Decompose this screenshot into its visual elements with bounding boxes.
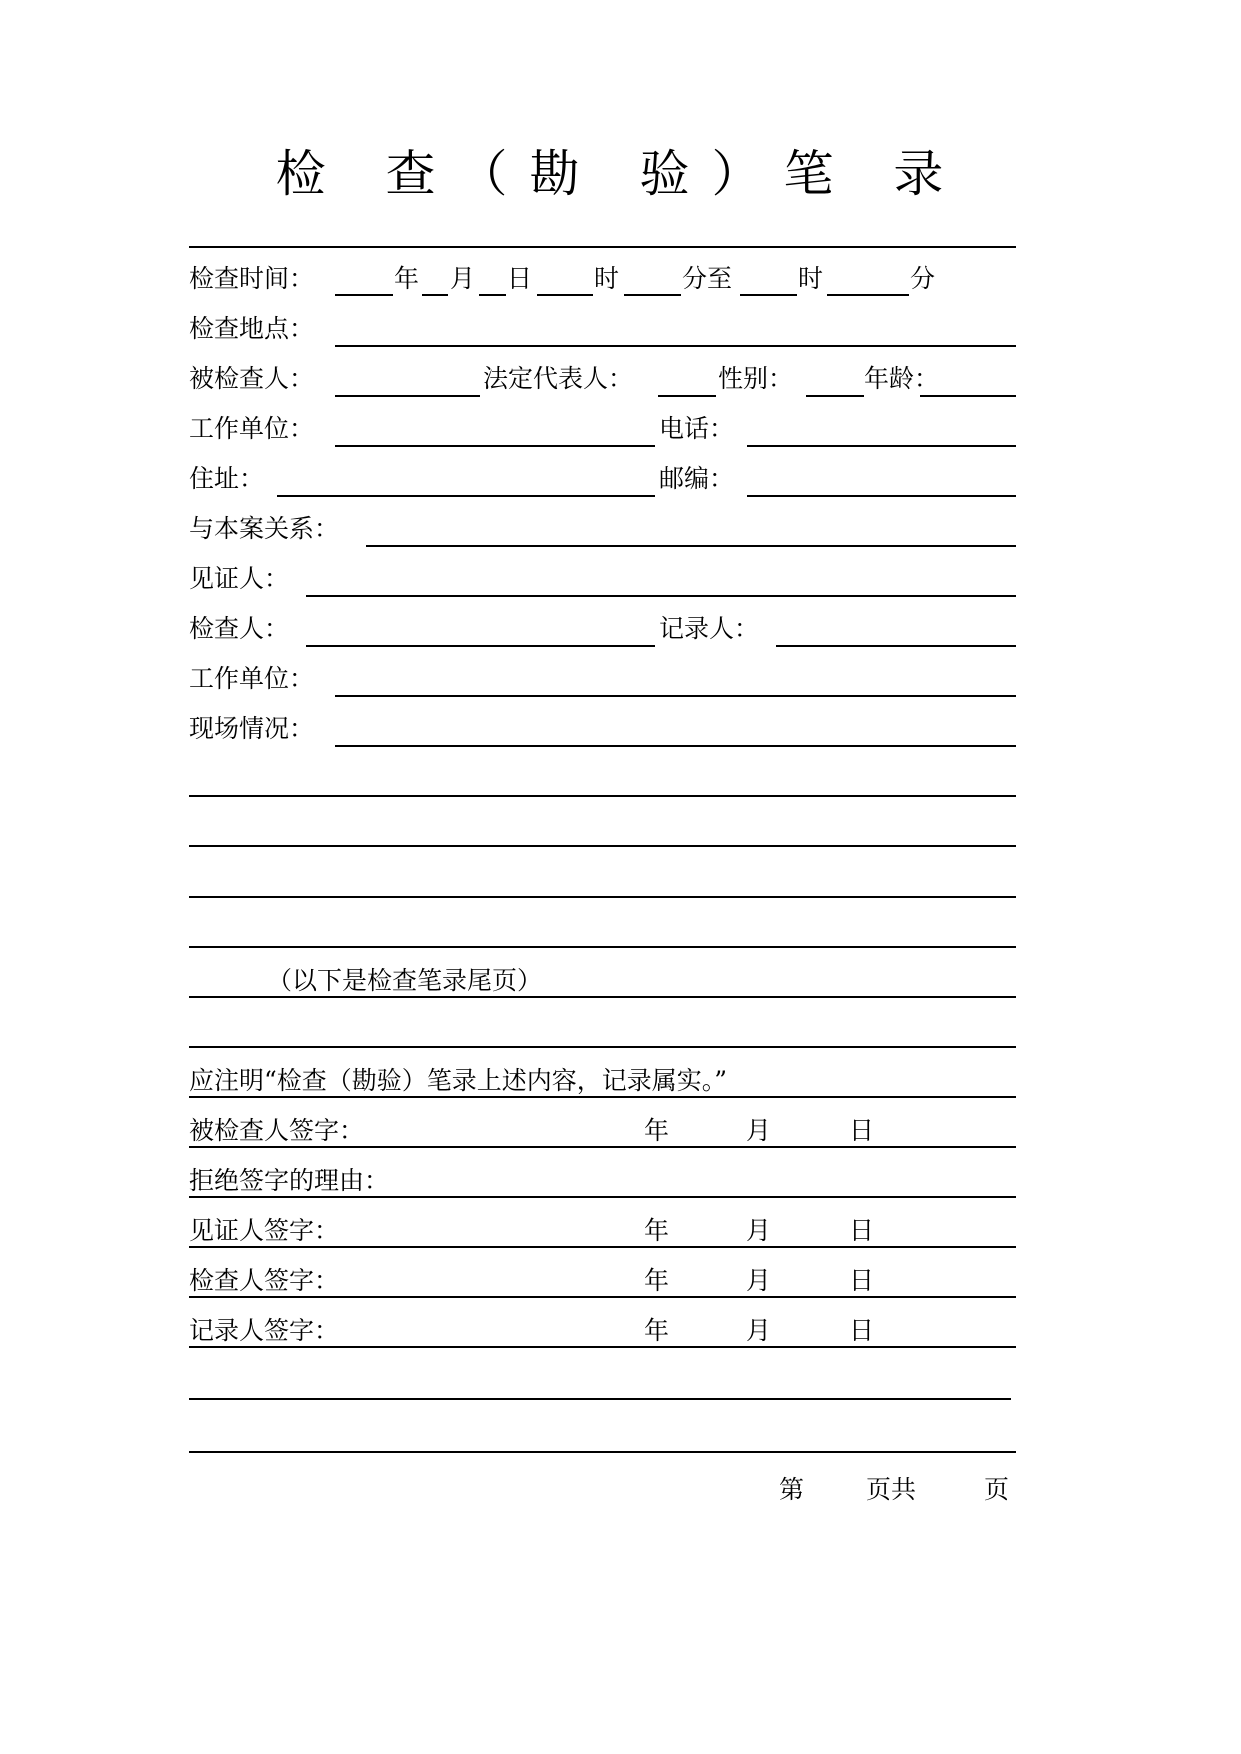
signature-year: 年 xyxy=(644,1316,670,1345)
age-label: 年龄： xyxy=(864,364,940,393)
signature-month: 月 xyxy=(746,1266,772,1295)
address-field[interactable] xyxy=(277,495,655,497)
signature-line[interactable] xyxy=(189,1346,1016,1348)
refusal-reason-label: 拒绝签字的理由： xyxy=(189,1166,390,1195)
year-unit: 年 xyxy=(394,264,420,293)
blank-line[interactable] xyxy=(189,1046,1016,1048)
end-minute-unit: 分 xyxy=(910,264,936,293)
signature-label: 检查人签字： xyxy=(189,1266,340,1295)
work-unit2-label: 工作单位： xyxy=(189,664,315,693)
recorder-label: 记录人： xyxy=(659,614,760,643)
inspection-time-label: 检查时间： xyxy=(189,264,315,293)
signature-year: 年 xyxy=(644,1266,670,1295)
signature-line[interactable] xyxy=(189,1296,1016,1298)
location-field[interactable] xyxy=(335,345,1016,347)
scene-field[interactable] xyxy=(335,745,1016,747)
witness-label: 见证人： xyxy=(189,564,290,593)
relation-label: 与本案关系： xyxy=(189,514,340,543)
gender-field[interactable] xyxy=(806,395,864,397)
signature-month: 月 xyxy=(746,1216,772,1245)
hour-unit: 时 xyxy=(594,264,620,293)
relation-field[interactable] xyxy=(366,545,1016,547)
day-unit: 日 xyxy=(507,264,533,293)
minute-to-unit: 分至 xyxy=(682,264,733,293)
inspector-field[interactable] xyxy=(306,645,655,647)
end-note: （以下是检查笔录尾页） xyxy=(267,966,543,995)
work-unit-field[interactable] xyxy=(335,445,655,447)
signature-day: 日 xyxy=(849,1266,875,1295)
phone-field[interactable] xyxy=(747,445,1016,447)
work-unit-label: 工作单位： xyxy=(189,414,315,443)
scene-line[interactable] xyxy=(189,946,1016,948)
refusal-reason-line[interactable] xyxy=(189,1196,1016,1198)
month-unit: 月 xyxy=(450,264,476,293)
blank-line[interactable] xyxy=(189,1398,1011,1400)
location-label: 检查地点： xyxy=(189,314,315,343)
signature-day: 日 xyxy=(849,1316,875,1345)
signature-label: 被检查人签字： xyxy=(189,1116,365,1145)
page-title: 检 查（勘 验）笔 录 xyxy=(275,145,966,203)
title-divider xyxy=(189,246,1016,248)
month-field[interactable] xyxy=(422,294,448,296)
end-hour-field[interactable] xyxy=(740,294,797,296)
page-total-text: 页共 xyxy=(866,1475,917,1504)
statement-text: 应注明“检查（勘验）笔录上述内容，记录属实。” xyxy=(189,1066,728,1095)
bottom-line xyxy=(189,1451,1016,1453)
signature-year: 年 xyxy=(644,1216,670,1245)
scene-line[interactable] xyxy=(189,795,1016,797)
signature-day: 日 xyxy=(849,1216,875,1245)
signature-month: 月 xyxy=(746,1116,772,1145)
signature-label: 记录人签字： xyxy=(189,1316,340,1345)
witness-field[interactable] xyxy=(306,595,1016,597)
hour-field[interactable] xyxy=(537,294,593,296)
statement-line[interactable] xyxy=(189,1096,1016,1098)
signature-day: 日 xyxy=(849,1116,875,1145)
scene-label: 现场情况： xyxy=(189,714,315,743)
page-suffix: 页 xyxy=(984,1475,1010,1504)
recorder-field[interactable] xyxy=(776,645,1016,647)
signature-line[interactable] xyxy=(189,1246,1016,1248)
address-label: 住址： xyxy=(189,464,265,493)
signature-year: 年 xyxy=(644,1116,670,1145)
signature-line[interactable] xyxy=(189,1146,1016,1148)
end-hour-unit: 时 xyxy=(798,264,824,293)
day-field[interactable] xyxy=(479,294,506,296)
legal-rep-field[interactable] xyxy=(658,395,716,397)
work-unit2-field[interactable] xyxy=(335,695,1016,697)
year-field[interactable] xyxy=(335,294,393,296)
phone-label: 电话： xyxy=(659,414,735,443)
end-note-line xyxy=(189,996,1016,998)
end-minute-field[interactable] xyxy=(827,294,909,296)
scene-line[interactable] xyxy=(189,845,1016,847)
signature-label: 见证人签字： xyxy=(189,1216,340,1245)
legal-rep-label: 法定代表人： xyxy=(483,364,634,393)
inspected-person-label: 被检查人： xyxy=(189,364,315,393)
page-prefix: 第 xyxy=(779,1475,805,1504)
postcode-field[interactable] xyxy=(747,495,1016,497)
signature-month: 月 xyxy=(746,1316,772,1345)
inspected-person-field[interactable] xyxy=(335,395,480,397)
inspector-label: 检查人： xyxy=(189,614,290,643)
scene-line[interactable] xyxy=(189,896,1016,898)
minute-field[interactable] xyxy=(624,294,681,296)
postcode-label: 邮编： xyxy=(659,464,735,493)
age-field[interactable] xyxy=(920,395,1016,397)
gender-label: 性别： xyxy=(718,364,794,393)
